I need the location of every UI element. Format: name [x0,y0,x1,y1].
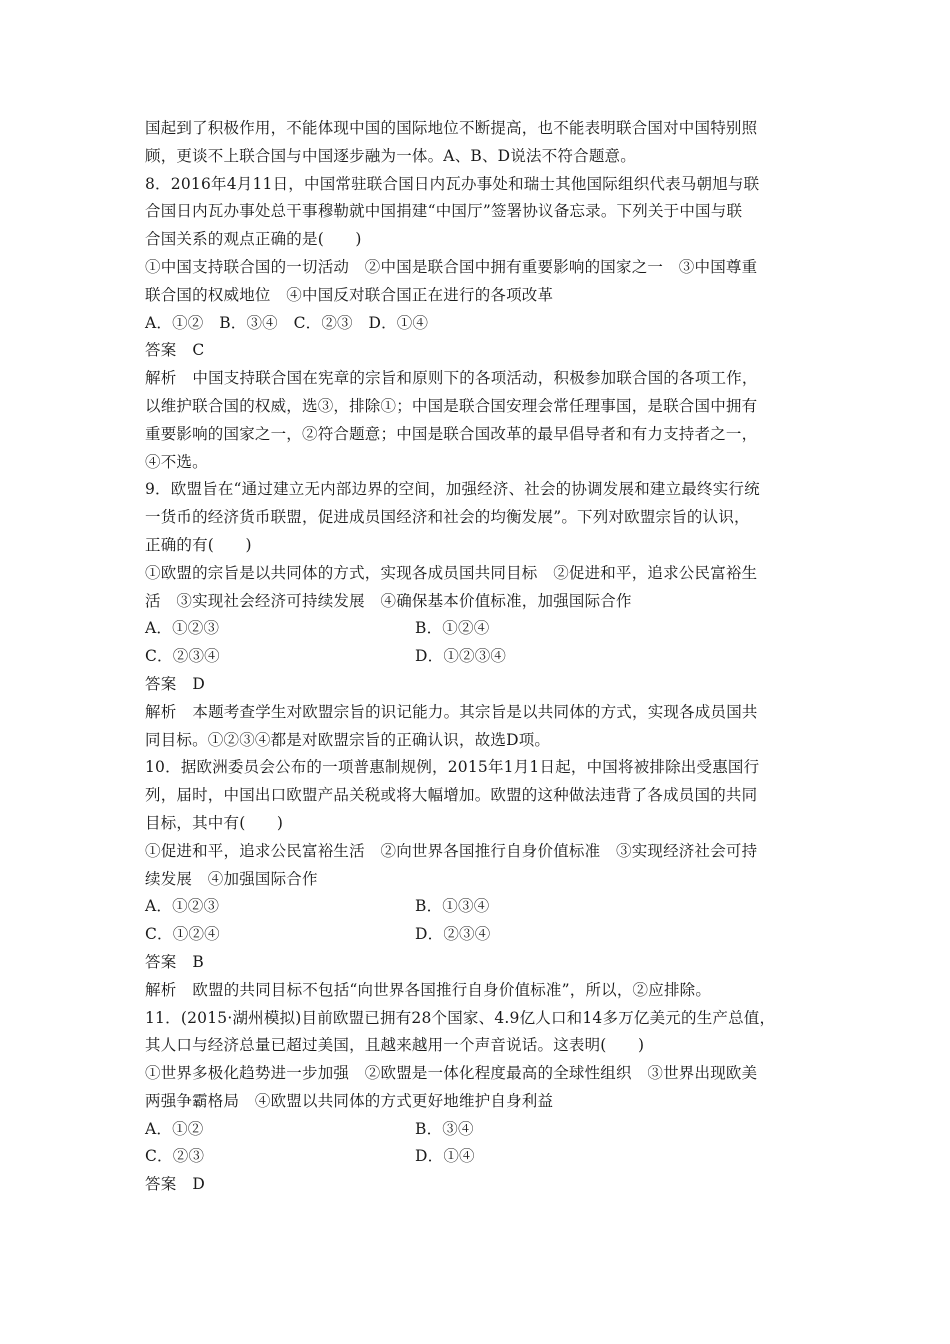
option-row [145,615,825,643]
option-item: B．①③④ [415,897,490,916]
text-line: 合国关系的观点正确的是( ) [145,230,362,249]
answer-value: D [192,1175,206,1194]
option-item: A．①②③ [145,619,220,638]
option-row [145,1143,825,1171]
answer-label: 答案 [145,341,177,360]
answer-line [145,337,825,365]
text-line: 同目标。①②③④都是对欧盟宗旨的正确认识，故选D项。 [145,730,551,749]
option-item: C．①②④ [145,925,220,944]
analysis-text: 中国支持联合国在宪章的宗旨和原则下的各项活动，积极参加联合国的各项工作， [192,369,758,388]
option-item: D．②③④ [415,925,491,944]
option-item: A．①② [145,1119,204,1138]
text-line: 列，届时，中国出口欧盟产品关税或将大幅增加。欧盟的这种做法违背了各成员国的共同 [145,786,758,805]
option-item: B．①②④ [415,619,490,638]
option-item: B．③④ [415,1119,474,1138]
answer-line [145,1171,825,1199]
text-line: 顾，更谈不上联合国与中国逐步融为一体。A、B、D说法不符合题意。 [145,146,636,165]
option-item: A．①②③ [145,897,220,916]
option-row [145,921,825,949]
text-line: 一货币的经济货币联盟，促进成员国经济和社会的均衡发展”。下列对欧盟宗旨的认识， [145,508,750,527]
text-line: 重要影响的国家之一，②符合题意；中国是联合国改革的最早倡导者和有力支持者之一， [145,424,758,443]
analysis-text: 本题考查学生对欧盟宗旨的识记能力。其宗旨是以共同体的方式，实现各成员国共 [192,702,758,721]
text-line: 活 ③实现社会经济可持续发展 ④确保基本价值标准，加强国际合作 [145,591,632,610]
text-line: 正确的有( ) [145,535,252,554]
option-item: C．②③④ [145,647,220,666]
text-line: 8．2016年4月11日，中国常驻联合国日内瓦办事处和瑞士其他国际组织代表马朝旭与联 [145,174,760,193]
text-line: 国起到了积极作用，不能体现中国的国际地位不断提高，也不能表明联合国对中国特别照 [145,119,758,137]
text-line: 续发展 ④加强国际合作 [145,869,318,888]
text-line: ①欧盟的宗旨是以共同体的方式，实现各成员国共同目标 ②促进和平，追求公民富裕生 [145,563,758,582]
text-line: 以维护联合国的权威，选③，排除①；中国是联合国安理会常任理事国，是联合国中拥有 [145,396,758,415]
analysis-label: 解析 [145,702,177,721]
analysis-line [145,365,825,393]
text-line: 11．(2015·湖州模拟)目前欧盟已拥有28个国家、4.9亿人口和14多万亿美元的生产总值， [145,1008,776,1027]
answer-value: C [192,341,205,360]
answer-label: 答案 [145,674,177,693]
text-line: ①世界多极化趋势进一步加强 ②欧盟是一体化程度最高的全球性组织 ③世界出现欧美 [145,1064,758,1083]
text-line: ①促进和平，追求公民富裕生活 ②向世界各国推行自身价值标准 ③实现经济社会可持 [145,841,758,860]
analysis-label: 解析 [145,980,177,999]
answer-line [145,671,825,699]
text-line: A．①② B．③④ C．②③ D．①④ [145,313,429,332]
answer-value: D [192,674,206,693]
analysis-line [145,977,825,1005]
option-row [145,893,825,921]
text-line: 联合国的权威地位 ④中国反对联合国正在进行的各项改革 [145,285,554,304]
analysis-line [145,699,825,727]
analysis-text: 欧盟的共同目标不包括“向世界各国推行自身价值标准”，所以，②应排除。 [192,980,712,999]
text-line: ①中国支持联合国的一切活动 ②中国是联合国中拥有重要影响的国家之一 ③中国尊重 [145,257,758,276]
answer-value: B [192,952,204,971]
option-item: D．①②③④ [415,647,507,666]
analysis-label: 解析 [145,369,177,388]
text-line: 9．欧盟旨在“通过建立无内部边界的空间，加强经济、社会的协调发展和建立最终实行统 [145,480,760,499]
text-line: 两强争霸格局 ④欧盟以共同体的方式更好地维护自身利益 [145,1091,554,1110]
text-line: 合国日内瓦办事处总干事穆勒就中国捐建“中国厅”签署协议备忘录。下列关于中国与联 [145,202,743,221]
option-item: D．①④ [415,1147,475,1166]
document-page [145,115,825,1199]
text-line: 其人口与经济总量已超过美国，且越来越用一个声音说话。这表明( ) [145,1036,645,1055]
text-line: 目标，其中有( ) [145,813,284,832]
text-line: 10．据欧洲委员会公布的一项普惠制规例，2015年1月1日起，中国将被排除出受惠国行 [145,758,760,777]
option-item: C．②③ [145,1147,205,1166]
answer-label: 答案 [145,1175,177,1194]
option-row [145,643,825,671]
text-line: ④不选。 [145,452,208,471]
option-row [145,1116,825,1144]
answer-line [145,949,825,977]
document-body [145,115,825,1199]
answer-label: 答案 [145,952,177,971]
